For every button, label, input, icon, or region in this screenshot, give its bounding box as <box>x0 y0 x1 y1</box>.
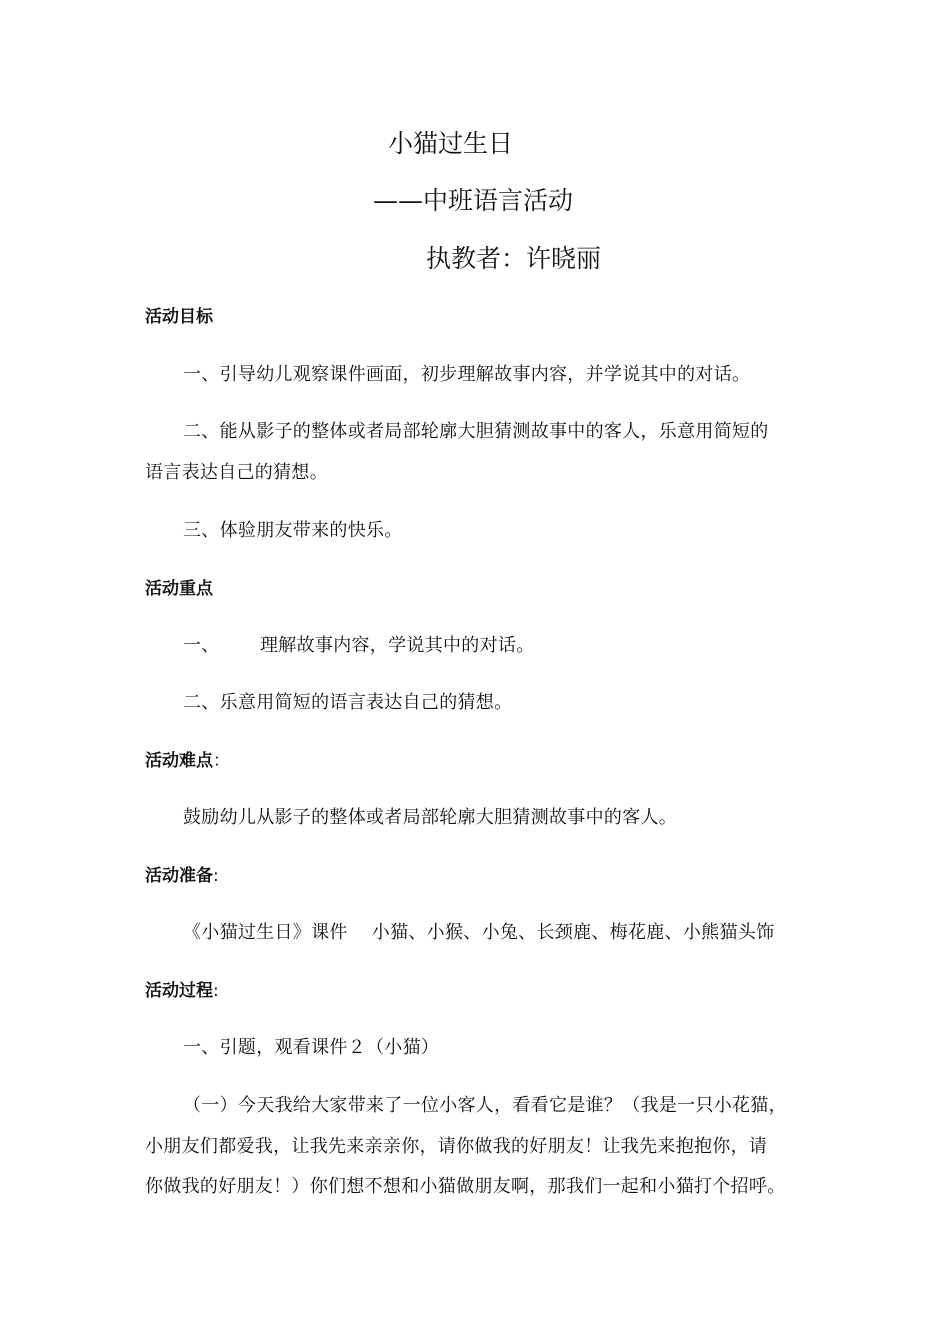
document-subtitle: ——中班语言活动 <box>373 186 574 215</box>
difficulty-text: 鼓励幼儿从影子的整体或者局部轮廓大胆猜测故事中的客人。 <box>183 807 678 828</box>
goal-item-1: 一、引导幼儿观察课件画面，初步理解故事内容，并学说其中的对话。 <box>183 364 751 385</box>
section-heading-preparation <box>145 861 219 886</box>
key-point-1-text: 理解故事内容，学说其中的对话。 <box>260 635 535 656</box>
difficulty-heading-colon: ： <box>213 751 230 771</box>
teacher-line: 执教者：许晓丽 <box>426 244 602 273</box>
section-heading-process <box>145 976 219 1001</box>
goal-item-3: 三、体验朋友带来的快乐。 <box>183 520 403 541</box>
key-points-heading-text: 活动重点 <box>145 579 213 599</box>
difficulty-heading-text: 活动难点 <box>145 751 213 771</box>
goals-heading-text: 活动目标 <box>145 307 213 327</box>
key-point-2: 二、乐意用简短的语言表达自己的猜想。 <box>183 692 513 713</box>
process-paragraph-line-2: 小朋友们都爱我，让我先来亲亲你，请你做我的好朋友！让我先来抱抱你，请 <box>145 1136 768 1157</box>
preparation-text: 《小猫过生日》课件 小猫、小猴、小兔、长颈鹿、梅花鹿、小熊猫头饰 <box>183 922 775 943</box>
process-heading-text: 活动过程 <box>145 981 213 1001</box>
section-heading-goals <box>145 302 213 327</box>
process-paragraph-line-1: （一）今天我给大家带来了一位小客人，看看它是谁？（我是一只小花猫， <box>183 1095 787 1116</box>
preparation-heading-text: 活动准备 <box>145 866 213 886</box>
key-point-1-number: 一、 <box>183 635 220 656</box>
process-step-1: 一、引题，观看课件２（小猫） <box>183 1037 440 1058</box>
section-heading-difficulty <box>145 746 230 771</box>
process-heading-colon: : <box>213 981 219 1001</box>
section-heading-key-points <box>145 574 213 599</box>
preparation-heading-colon: : <box>213 866 219 886</box>
process-paragraph-line-3: 你做我的好朋友！）你们想不想和小猫做朋友啊，那我们一起和小猫打个招呼。 <box>145 1176 786 1197</box>
goal-item-2: 二、能从影子的整体或者局部轮廓大胆猜测故事中的客人，乐意用简短的 <box>183 421 769 442</box>
goal-item-2-continued: 语言表达自己的猜想。 <box>145 462 328 483</box>
document-title: 小猫过生日 <box>388 129 514 158</box>
